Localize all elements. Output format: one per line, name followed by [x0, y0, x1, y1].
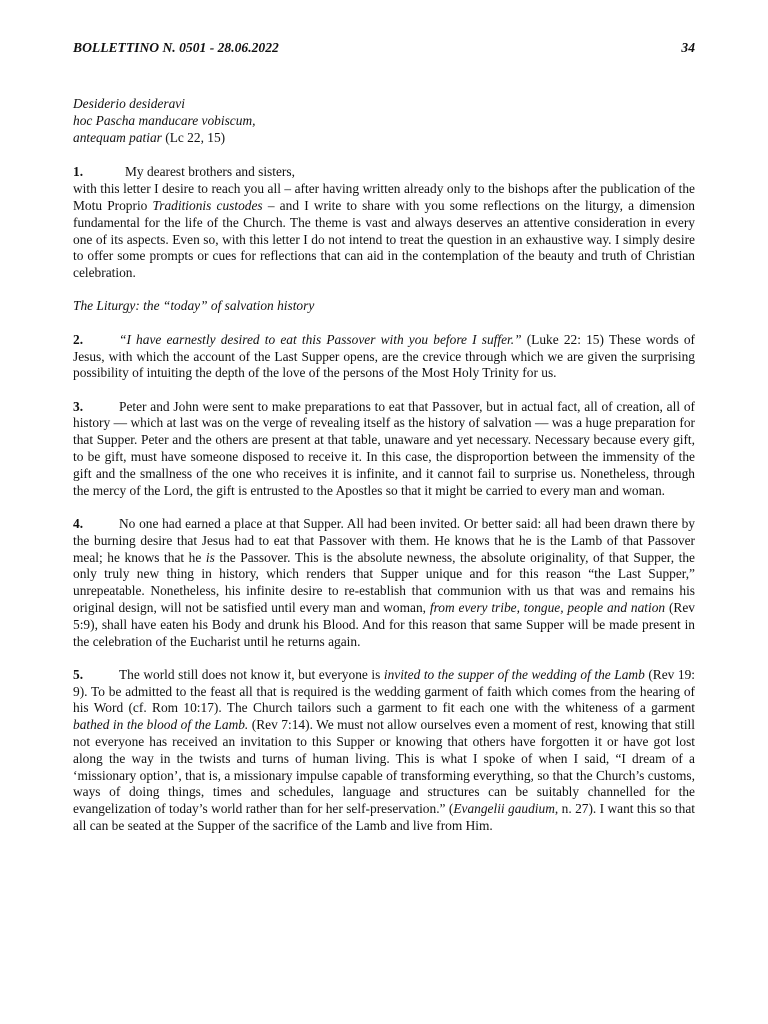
bulletin-title: BOLLETTINO N. 0501 - 28.06.2022 [73, 40, 279, 55]
paragraph-number: 2. [73, 331, 84, 347]
paragraph-italic-text: is [205, 549, 215, 565]
page-number: 34 [681, 40, 695, 55]
paragraph-text: , n. 27). I want this so that all can be seated at the Supper of the sacrifice of the Lamb and live from Him. [73, 801, 696, 833]
paragraph-italic-text: from every tribe, tongue, people and nation [429, 599, 666, 615]
paragraph-1 [73, 164, 695, 282]
paragraph-italic-text: Traditionis custodes [152, 197, 263, 213]
paragraph-3 [73, 399, 695, 500]
page-header [73, 40, 695, 58]
paragraph-text: – and I write to share with you some reflections on the liturgy, a dimension fundamental for the life of the Church. The theme is vast and always deserves an attentive consideration in every one of its aspects. Even so, with this letter I do not intend to treat the question in an exhaustive way. I simply desire to offer some prompts or cues for reflections that can aid in the contemplation of the beauty and truth of Christian celebration. [73, 197, 696, 281]
epigraph [73, 96, 695, 146]
paragraph-italic-text: “I have earnestly desired to eat this Passover with you before I suffer.” [119, 331, 522, 347]
document-page [73, 40, 695, 835]
paragraph-text: (Rev 7:14). We must not allow ourselves even a moment of rest, knowing that still not everyone has received an invitation to this Supper or knowing that others have forgotten it or have got lost along the way in the twists and turns of human living. This is what I spoke of when I said, “I dream of a ‘missionary option’, that is, a missionary impulse capable of transforming everything, so that the Church’s customs, ways of doing things, times and schedules, language and structures can be suitably channelled for the evangelization of today’s world rather than for her self-preservation.” ( [73, 717, 695, 817]
paragraph-text: The world still does not know it, but everyone is [119, 666, 384, 682]
paragraph-italic-text: Evangelii gaudium [453, 801, 555, 817]
paragraph-4 [73, 516, 695, 650]
epigraph-reference: (Lc 22, 15) [161, 129, 226, 145]
paragraph-text: (Luke 22: 15) These words of Jesus, with which the account of the Last Supper opens, are the crevice through which we are given the surprising possibility of intuiting the depth of the love of the persons of the Most Holy Trinity for us. [73, 331, 695, 381]
section-title: The Liturgy: the “today” of salvation history [73, 298, 315, 314]
paragraph-number: 4. [73, 515, 84, 531]
epigraph-line-3: antequam patiar [73, 129, 162, 145]
paragraph-text: Peter and John were sent to make preparations to eat that Passover, but in actual fact, all of creation, all of history — which at last was on the verge of revealing itself as the history of salvation — was a huge preparation for that Supper. Peter and the others are present at that table, unaware and yet necessary. Necessary because every gift, to be gift, must have someone disposed to receive it. In this case, the disproportion between the immensity of the gift and the smallness of the one who receives it is infinite, and it cannot fail to surprise us. Nonetheless, through the mercy of the Lord, the gift is entrusted to the Apostles so that it might be carried to every man and woman. [73, 398, 695, 498]
salutation: My dearest brothers and sisters, [125, 164, 295, 180]
paragraph-text: with this letter I desire to reach you all – after having written already only to the bishops after the publication of the Motu Proprio [73, 181, 695, 213]
paragraph-text: No one had earned a place at that Supper. All had been invited. Or better said: all had been drawn there by the burning desire that Jesus had to eat that Passover with them. He knows that he is the Lamb of that Passover meal; he knows that he [73, 515, 695, 565]
epigraph-line-1: Desiderio desideravi [73, 96, 185, 111]
paragraph-5 [73, 667, 695, 835]
paragraph-number: 1. [73, 164, 84, 180]
paragraph-italic-text: invited to the supper of the wedding of the Lamb [383, 666, 645, 682]
paragraph-text: (Rev 19: 9). To be admitted to the feast all that is required is the wedding garment of faith which comes from the hearing of his Word (cf. Rom 10:17). The Church tailors such a garment to fit each one with the whiteness of a garment [73, 666, 695, 716]
paragraph-2 [73, 332, 695, 382]
epigraph-line-2: hoc Pascha manducare vobiscum, [73, 112, 256, 128]
paragraph-number: 3. [73, 398, 84, 414]
paragraph-number: 5. [73, 666, 84, 682]
paragraph-italic-text: bathed in the blood of the Lamb. [73, 717, 249, 733]
paragraph-text: the Passover. This is the absolute newness, the absolute originality, of that Supper, the only truly new thing in history, which renders that Supper unique and for this reason “the Last Supper,” unrepeatable. Nonetheless, his infinite desire to re-establish that communion with us that was and remains his original design, will not be satisfied until every man and woman, [73, 549, 695, 615]
paragraph-text: (Rev 5:9), shall have eaten his Body and drunk his Blood. And for this reason that same Supper will be made present in the celebration of the Eucharist until he returns again. [73, 599, 695, 649]
